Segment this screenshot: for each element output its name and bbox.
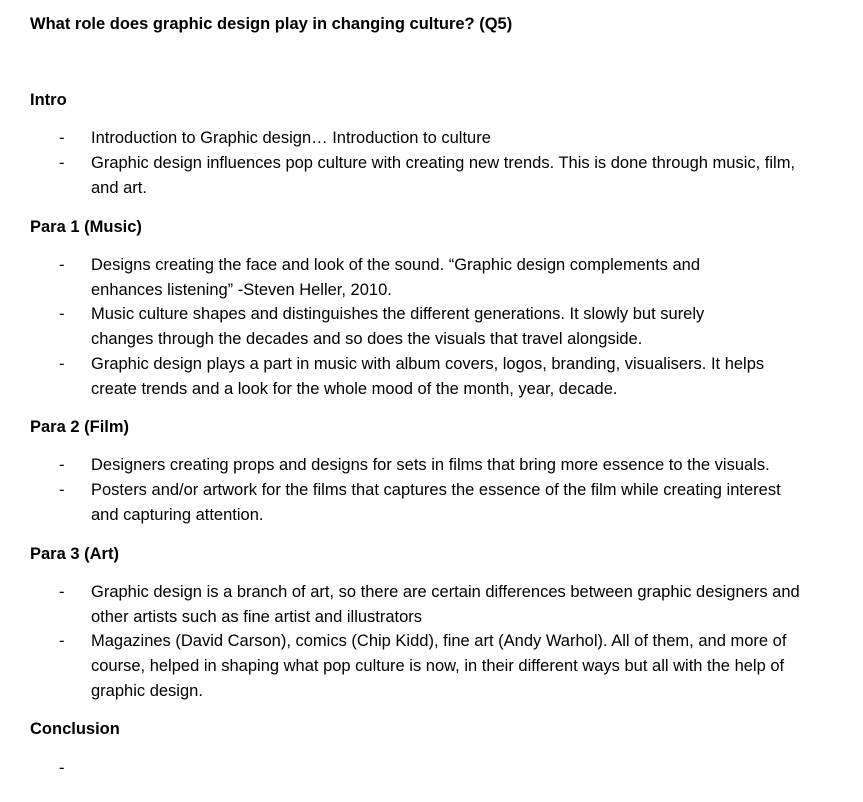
section-heading-para-3: Para 3 (Art) [30,545,119,563]
bullet-dash: - [59,129,65,147]
bullet-dash: - [59,456,65,474]
bullet-dash: - [59,154,65,172]
section-heading-para-2: Para 2 (Film) [30,418,130,436]
bullet-dash: - [59,256,65,274]
bullet-text: Graphic design influences pop culture with creating new trends. This is done through music, film, and art. [91,154,796,197]
bullet-dash: - [59,355,65,373]
bullet-text: Introduction to Graphic design… Introduction to culture [91,129,491,147]
bullet-dash: - [59,481,65,499]
bullet-text: Magazines (David Carson), comics (Chip Kidd), fine art (Andy Warhol). All of them, and more of course, helped in shaping what pop culture is now, in their different ways but all with the help of graphic design. [91,632,787,700]
section-heading-para-1: Para 1 (Music) [30,218,142,236]
bullet-text: Graphic design plays a part in music with album covers, logos, branding, visualisers. It helps create trends and a look for the whole mood of the month, year, decade. [91,355,765,398]
section-heading-conclusion: Conclusion [30,720,120,738]
section-heading-intro: Intro [30,91,67,109]
bullet-dash: - [59,759,65,777]
bullet-dash: - [59,583,65,601]
bullet-text: Music culture shapes and distinguishes the different generations. It slowly but surely changes through the decades and so does the visuals that travel alongside. [91,305,705,348]
bullet-dash: - [59,305,65,323]
bullet-text: Posters and/or artwork for the films that captures the essence of the film while creating interest and capturing attention. [91,481,781,524]
document-title: What role does graphic design play in changing culture? (Q5) [30,15,513,33]
bullet-text: Designs creating the face and look of the sound. “Graphic design complements and enhances listening” -Steven Heller, 2010. [91,256,701,299]
bullet-text: Designers creating props and designs for sets in films that bring more essence to the visuals. [91,456,770,474]
bullet-text: Graphic design is a branch of art, so there are certain differences between graphic designers and other artists such as fine artist and illustrators [91,583,800,626]
bullet-dash: - [59,632,65,650]
